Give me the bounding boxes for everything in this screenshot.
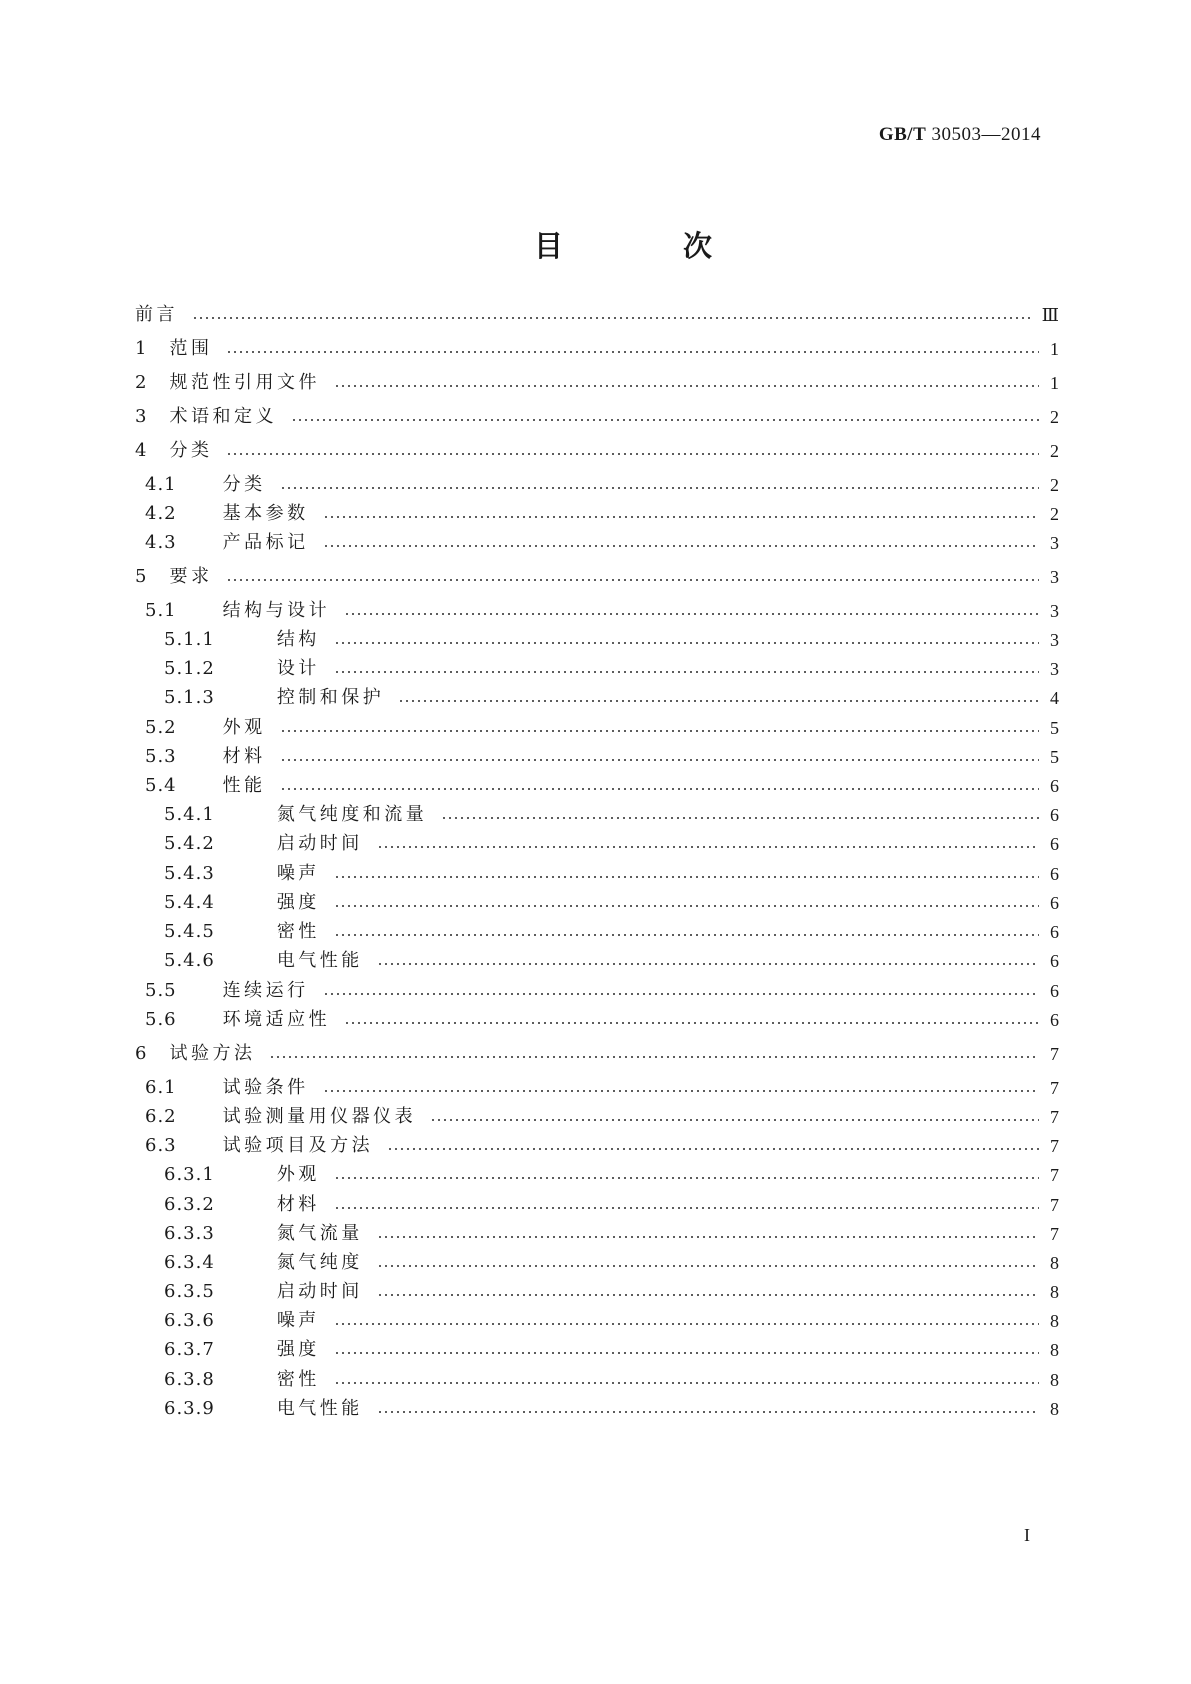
toc-entry-number: 5.4.2 <box>164 833 215 854</box>
toc-entry-label: 启动时间 <box>276 833 363 854</box>
dot-leader <box>280 788 1039 790</box>
toc-entry-number: 6.3.4 <box>164 1252 215 1273</box>
toc-entry-number: 5.4.5 <box>164 921 215 942</box>
dot-leader <box>334 1177 1039 1179</box>
toc-entry-label: 试验测量用仪器仪表 <box>222 1106 417 1127</box>
toc-entry-number: 5.4.3 <box>164 863 215 884</box>
toc-entry-page: 6 <box>1050 922 1059 942</box>
toc-entry-label: 试验条件 <box>222 1077 309 1098</box>
toc-entry-label: 密性 <box>276 921 320 942</box>
toc-entry-page: 6 <box>1050 864 1059 884</box>
dot-leader <box>334 934 1039 936</box>
toc-entry-page: 2 <box>1050 504 1059 524</box>
dot-leader <box>344 613 1039 615</box>
toc-entry[interactable] <box>135 686 1059 710</box>
toc-entry[interactable] <box>135 1163 1059 1187</box>
toc-entry-page: 2 <box>1050 407 1059 427</box>
toc-entry-label: 结构 <box>276 629 320 650</box>
toc-entry-page: 7 <box>1050 1044 1059 1064</box>
dot-leader <box>334 671 1039 673</box>
dot-leader <box>334 876 1039 878</box>
dot-leader <box>226 351 1039 353</box>
toc-entry-number: 6.3 <box>145 1135 177 1156</box>
toc-entry[interactable] <box>135 439 1059 463</box>
toc-entry-page: 7 <box>1050 1165 1059 1185</box>
standard-number: 30503—2014 <box>931 124 1041 145</box>
dot-leader <box>334 1352 1039 1354</box>
dot-leader <box>323 545 1039 547</box>
toc-entry-label: 控制和保护 <box>276 687 385 708</box>
dot-leader <box>441 817 1039 819</box>
dot-leader <box>334 1323 1039 1325</box>
toc-entry[interactable] <box>135 337 1059 361</box>
dot-leader <box>334 385 1039 387</box>
toc-entry-label: 电气性能 <box>276 1398 363 1419</box>
dot-leader <box>323 516 1039 518</box>
standard-prefix: GB/T <box>878 124 927 145</box>
toc-entry-page: 5 <box>1050 718 1059 738</box>
toc-entry-number: 5.1 <box>145 600 177 621</box>
toc-entry-page: 8 <box>1050 1399 1059 1419</box>
toc-entry-number: 6.1 <box>145 1077 177 1098</box>
dot-leader <box>226 579 1039 581</box>
toc-entry[interactable] <box>135 1042 1059 1066</box>
dot-leader <box>291 419 1039 421</box>
toc-entry[interactable] <box>135 1134 1059 1158</box>
dot-leader <box>398 700 1039 702</box>
toc-entry[interactable] <box>135 405 1059 429</box>
toc-entry[interactable] <box>135 1251 1059 1275</box>
toc-entry-page: 3 <box>1050 567 1059 587</box>
toc-entry[interactable] <box>135 745 1059 769</box>
toc-entry-page: 8 <box>1050 1340 1059 1360</box>
toc-entry-label: 环境适应性 <box>222 1009 331 1030</box>
toc-entry-number: 5.2 <box>145 717 177 738</box>
toc-entry-page: 2 <box>1050 441 1059 461</box>
toc-entry-label: 密性 <box>276 1369 320 1390</box>
toc-entry-page: 8 <box>1050 1311 1059 1331</box>
toc-entry-label: 基本参数 <box>222 503 309 524</box>
toc-entry-page: 8 <box>1050 1370 1059 1390</box>
toc-entry-label: 氮气流量 <box>276 1223 363 1244</box>
toc-entry-label: 结构与设计 <box>222 600 331 621</box>
toc-entry[interactable] <box>135 979 1059 1003</box>
toc-entry-label: 试验项目及方法 <box>222 1135 374 1156</box>
toc-entry-number: 3 <box>135 406 148 427</box>
toc-entry-page: 1 <box>1050 339 1059 359</box>
toc-entry-number: 6.3.5 <box>164 1281 215 1302</box>
dot-leader <box>430 1119 1039 1121</box>
toc-entry[interactable] <box>135 774 1059 798</box>
toc-entry-page: 6 <box>1050 776 1059 796</box>
toc-entry-label: 材料 <box>276 1194 320 1215</box>
toc-entry[interactable] <box>135 1397 1059 1421</box>
dot-leader <box>334 1382 1039 1384</box>
toc-entry-number: 4.2 <box>145 503 177 524</box>
dot-leader <box>334 1207 1039 1209</box>
toc-entry[interactable] <box>135 832 1059 856</box>
toc-entry[interactable] <box>135 1076 1059 1100</box>
dot-leader <box>344 1022 1039 1024</box>
toc-entry-number: 5.1.2 <box>164 658 215 679</box>
toc-entry-page: 6 <box>1050 834 1059 854</box>
dot-leader <box>377 1411 1039 1413</box>
toc-entry-label: 材料 <box>222 746 266 767</box>
toc-entry-page: 7 <box>1050 1078 1059 1098</box>
dot-leader <box>334 642 1039 644</box>
toc-entry-number: 5.5 <box>145 980 177 1001</box>
toc-entry[interactable] <box>135 803 1059 827</box>
toc-entry-label: 分类 <box>169 440 213 461</box>
toc-entry-page: 8 <box>1050 1282 1059 1302</box>
toc-entry-number: 6.2 <box>145 1106 177 1127</box>
toc-entry[interactable] <box>135 1008 1059 1032</box>
dot-leader <box>377 1265 1039 1267</box>
toc-entry[interactable] <box>135 473 1059 497</box>
toc-entry-page: Ⅲ <box>1041 305 1059 325</box>
toc-entry-number: 6.3.1 <box>164 1164 215 1185</box>
dot-leader <box>280 759 1039 761</box>
toc-entry-number: 5.4.4 <box>164 892 215 913</box>
toc-entry-number: 5.4.1 <box>164 804 215 825</box>
toc-entry-number: 5.3 <box>145 746 177 767</box>
dot-leader <box>377 846 1039 848</box>
toc-entry-label: 外观 <box>276 1164 320 1185</box>
toc-entry[interactable] <box>135 1280 1059 1304</box>
toc-entry-page: 2 <box>1050 475 1059 495</box>
toc-entry-label: 强度 <box>276 1339 320 1360</box>
toc-entry[interactable] <box>135 599 1059 623</box>
toc-entry[interactable] <box>135 628 1059 652</box>
toc-entry[interactable] <box>135 862 1059 886</box>
toc-entry-number: 1 <box>135 338 148 359</box>
toc-entry-label: 噪声 <box>276 1310 320 1331</box>
toc-entry-number: 5.1.3 <box>164 687 215 708</box>
dot-leader <box>192 317 1032 319</box>
toc-entry[interactable] <box>135 1222 1059 1246</box>
toc-entry-page: 4 <box>1050 688 1059 708</box>
table-of-contents <box>135 0 1059 1684</box>
toc-entry-number: 6.3.9 <box>164 1398 215 1419</box>
toc-entry[interactable] <box>135 1105 1059 1129</box>
toc-entry-page: 8 <box>1050 1253 1059 1273</box>
toc-entry-label: 电气性能 <box>276 950 363 971</box>
dot-leader <box>280 730 1039 732</box>
toc-entry-page: 6 <box>1050 805 1059 825</box>
toc-entry-label: 噪声 <box>276 863 320 884</box>
page-number: I <box>1024 1525 1030 1545</box>
toc-entry-page: 7 <box>1050 1224 1059 1244</box>
toc-entry-page: 6 <box>1050 981 1059 1001</box>
toc-entry-label: 试验方法 <box>169 1043 256 1064</box>
toc-entry-page: 3 <box>1050 601 1059 621</box>
toc-entry-number: 6.3.8 <box>164 1369 215 1390</box>
toc-entry[interactable] <box>135 1309 1059 1333</box>
toc-entry-page: 6 <box>1050 951 1059 971</box>
dot-leader <box>323 993 1039 995</box>
dot-leader <box>323 1090 1039 1092</box>
toc-entry-page: 3 <box>1050 659 1059 679</box>
dot-leader <box>377 1236 1039 1238</box>
toc-entry-page: 7 <box>1050 1136 1059 1156</box>
toc-entry[interactable] <box>135 920 1059 944</box>
toc-title: 目 次 <box>533 229 768 263</box>
dot-leader <box>269 1056 1039 1058</box>
toc-entry-label: 术语和定义 <box>169 406 277 427</box>
toc-entry-label: 性能 <box>222 775 266 796</box>
toc-entry-label: 规范性引用文件 <box>169 372 320 393</box>
toc-entry-label: 外观 <box>222 717 266 738</box>
toc-entry-number: 5.6 <box>145 1009 177 1030</box>
toc-entry[interactable] <box>135 949 1059 973</box>
toc-entry-number: 4 <box>135 440 148 461</box>
toc-entry-label: 设计 <box>276 658 320 679</box>
toc-entry-label: 连续运行 <box>222 980 309 1001</box>
toc-entry-label: 产品标记 <box>222 532 309 553</box>
toc-entry-page: 6 <box>1050 893 1059 913</box>
toc-entry[interactable] <box>135 371 1059 395</box>
toc-entry-number: 5.1.1 <box>164 629 215 650</box>
toc-entry-page: 7 <box>1050 1195 1059 1215</box>
toc-entry-label: 强度 <box>276 892 320 913</box>
toc-entry-number: 2 <box>135 372 148 393</box>
toc-entry-number: 5.4.6 <box>164 950 215 971</box>
toc-entry-page: 5 <box>1050 747 1059 767</box>
toc-entry-label: 范围 <box>169 338 213 359</box>
toc-entry[interactable] <box>135 502 1059 526</box>
dot-leader <box>280 487 1039 489</box>
toc-entry[interactable] <box>135 303 1059 327</box>
toc-entry-number: 6.3.7 <box>164 1339 215 1360</box>
toc-entry-number: 5.4 <box>145 775 177 796</box>
toc-entry-number: 6.3.6 <box>164 1310 215 1331</box>
toc-entry-label: 分类 <box>222 474 266 495</box>
toc-entry-number: 6.3.2 <box>164 1194 215 1215</box>
toc-entry-number: 6 <box>135 1043 148 1064</box>
toc-entry-label: 要求 <box>169 566 213 587</box>
toc-entry-label: 氮气纯度 <box>276 1252 363 1273</box>
toc-entry[interactable] <box>135 657 1059 681</box>
toc-entry[interactable] <box>135 531 1059 555</box>
toc-entry[interactable] <box>135 716 1059 740</box>
toc-entry-number: 6.3.3 <box>164 1223 215 1244</box>
dot-leader <box>377 1294 1039 1296</box>
toc-entry-page: 7 <box>1050 1107 1059 1127</box>
toc-entry-number: 4.3 <box>145 532 177 553</box>
toc-entry-page: 6 <box>1050 1010 1059 1030</box>
dot-leader <box>226 453 1039 455</box>
toc-entry-label: 氮气纯度和流量 <box>276 804 428 825</box>
toc-entry-number: 4.1 <box>145 474 177 495</box>
toc-entry[interactable] <box>135 891 1059 915</box>
toc-entry[interactable] <box>135 1193 1059 1217</box>
dot-leader <box>387 1148 1039 1150</box>
toc-entry-label: 前言 <box>135 304 178 325</box>
dot-leader <box>334 905 1039 907</box>
toc-entry-page: 3 <box>1050 630 1059 650</box>
toc-entry-page: 1 <box>1050 373 1059 393</box>
toc-entry[interactable] <box>135 1368 1059 1392</box>
toc-entry-page: 3 <box>1050 533 1059 553</box>
toc-entry-label: 启动时间 <box>276 1281 363 1302</box>
toc-entry-number: 5 <box>135 566 148 587</box>
dot-leader <box>377 963 1039 965</box>
toc-entry[interactable] <box>135 565 1059 589</box>
toc-entry[interactable] <box>135 1338 1059 1362</box>
